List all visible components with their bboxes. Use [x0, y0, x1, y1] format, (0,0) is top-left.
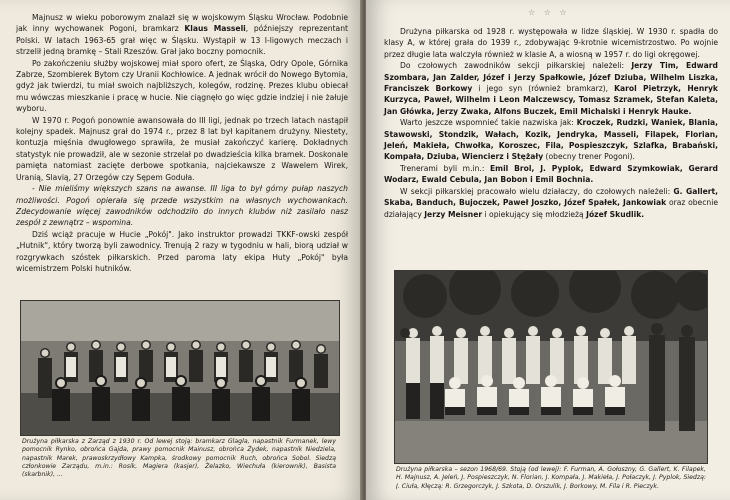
- left-photo-caption: Drużyna piłkarska z Zarząd z 1930 r. Od lewej stoją: bramkarz Glagla, napastnik Furmanek, lewy pomocnik Rynko, obrońca Gajda, prawy pomocnik Mainusz, obrońca Żydek, napastnik Niedziela, napastnik Marek, prawoskrzydłowy Kampka, środkowy pomocnik Ruch, obrońca Sobol. Siedzą członkowie Zarządu, m.in.: Rosik, Magiera (kasjer), Żelazko, Wiechuła (kierownik), Basista (skarbnik), ...: [22, 438, 336, 479]
- team-photo-1930-image: [21, 301, 339, 435]
- right-photo-caption: Drużyna piłkarska – sezon 1968/69. Stoją (od lewej): F. Furman, A. Gołoszny, G. Gallert, K. Filapek, H. Majnusz, A. Jeleń, J. Pospieszczyk, N. Florian, J. Kompała, J. Makieła, J. Połaczyk, J. Pyplok, Siedzą: J. Ciuła, Kłęczą: R. Grzegorczyk, J. Szkota, D. Orszulik, J. Borkowy, M. Fila i R. Pieczyk.: [396, 466, 706, 490]
- right-paragraph-2: Do czołowych zawodników sekcji piłkarskiej należeli: Jerzy Tim, Edward Szombara, Jan Zalder, Józef i Jerzy Spałkowie, Józef Dziuba, Wilhelm Liszka, Franciszek Borkowy i jego syn (również bramkarz), Karol Pietrzyk, Henryk Kurzyca, Paweł, Wilhelm i Leon Malczewscy, Tomasz Szramek, Stefan Kaleta, Jan Główka, Jerzy Zwaka, Alfons Buczek, Emil Michalski i Henryk Hauke.: [384, 61, 718, 116]
- left-paragraph-2: Po zakończeniu służby wojskowej miał sporo ofert, ze Śląska, Odry Opole, Górnika Zabrze, Szombierek Bytom czy Uranii Kochłowice. A jednak wrócił do Nowego Bytomia, gdyż jak twierdzi, tu miał swoich najbliższych, kolegów, rodzinę. Prezes klubu obiecał mu wówczas mieszkanie i pracę w hucie. Nie ciągnęło go więc gdzie indziej i nie żałuje wyboru.: [16, 58, 348, 114]
- left-paragraph-1: Majnusz w wieku poborowym znalazł się w wojskowym Śląsku Wrocław. Podobnie jak inny wychowanek Pogoni, bramkarz Klaus Masseli, późniejszy reprezentant Polski. W latach 1963-65 grał więc w Śląsku. Wystąpił w 13 I-ligowych meczach i strzelił jedną bramkę – Stali Rzeszów. Grał jako boczny pomocnik.: [16, 13, 348, 57]
- right-paragraph-1: Drużyna piłkarska od 1928 r. występowała w lidze śląskiej. W 1930 r. spadła do klasy A, w której grała do 1939 r., zdobywając 9-krotnie wicemistrzostwo. Po wojnie przez długie lata walczyła również w klasie A, a wiosną w 1957 r. do ligi okręgowej.: [384, 27, 718, 59]
- section-ornament: ☆ ☆ ☆: [528, 8, 570, 17]
- team-photo-1930: [20, 300, 340, 436]
- right-paragraph-3: Warto jeszcze wspomnieć takie nazwiska jak: Kroczek, Rudzki, Waniek, Blania, Stawowski, Stondzik, Wałach, Kozik, Jendryka, Masseli, Filapek, Florian, Jeleń, Makieła, Chwołka, Koroszec, Fila, Pospieszczyk, Szlafka, Brabański, Kompała, Dziuba, Wiencierz i Stężały (obecny trener Pogoni).: [384, 118, 719, 162]
- right-paragraph-5: W sekcji piłkarskiej pracowało wielu działaczy, do czołowych należeli: G. Gallert, Skaba, Banduch, Bujoczek, Paweł Joszko, Józef Spałek, Jankowiak oraz obecnie działający Jerzy Meisner i opiekujący się młodzieżą Józef Skudlik.: [384, 186, 718, 219]
- team-photo-1968-image: [395, 271, 707, 463]
- left-paragraph-3: W 1970 r. Pogoń ponownie awansowała do III ligi, jednak po trzech latach nastąpił kolejny spadek. Majnusz grał do 1974 r., przez 8 lat był kapitanem drużyny. Niestety, kontuzja mięśnia dwugłowego sprawiła, że musiał zakończyć karierę. Dokładnych statystyk nie prowadził, ale w sezonie strzelał po dwadzieścia kilka bramek. Doskonale pamięta natomiast zacięte derbowe spotkania, najciekawsze z Wawelem Wirek, Uranią, Slavią, 27 Orzegów czy Sępem Goduła.: [16, 115, 348, 182]
- team-photo-1968: [394, 270, 708, 464]
- right-paragraph-4: Trenerami byli m.in.: Emil Brol, J. Pyplok, Edward Szymkowiak, Gerard Wodarz, Ewald Cebula, Jan Bobon i Emil Bochnia.: [384, 163, 718, 185]
- left-paragraph-quote: - Nie mieliśmy większych szans na awanse. III liga to był górny pułap naszych możliwości. Pogoń opierała się przede wszystkim na własnych wychowankach. Zdecydowanie więcej zawodników odchodziło do innych klubów niż zasilało nasz zespół z zewnątrz – wspomina.: [16, 184, 348, 228]
- left-paragraph-5: Dziś wciąż pracuje w Hucie „Pokój". Jako instruktor prowadzi TKKF-owski zespół „Hutnik", który tworzą byli zawodnicy. Trenują 2 razy w tygodniu w hali, biorą udział w rozgrywkach szóstek piłkarskich. Przed paroma laty ekipa Huty „Pokój" była wicemistrzem Polski hutników.: [16, 229, 348, 273]
